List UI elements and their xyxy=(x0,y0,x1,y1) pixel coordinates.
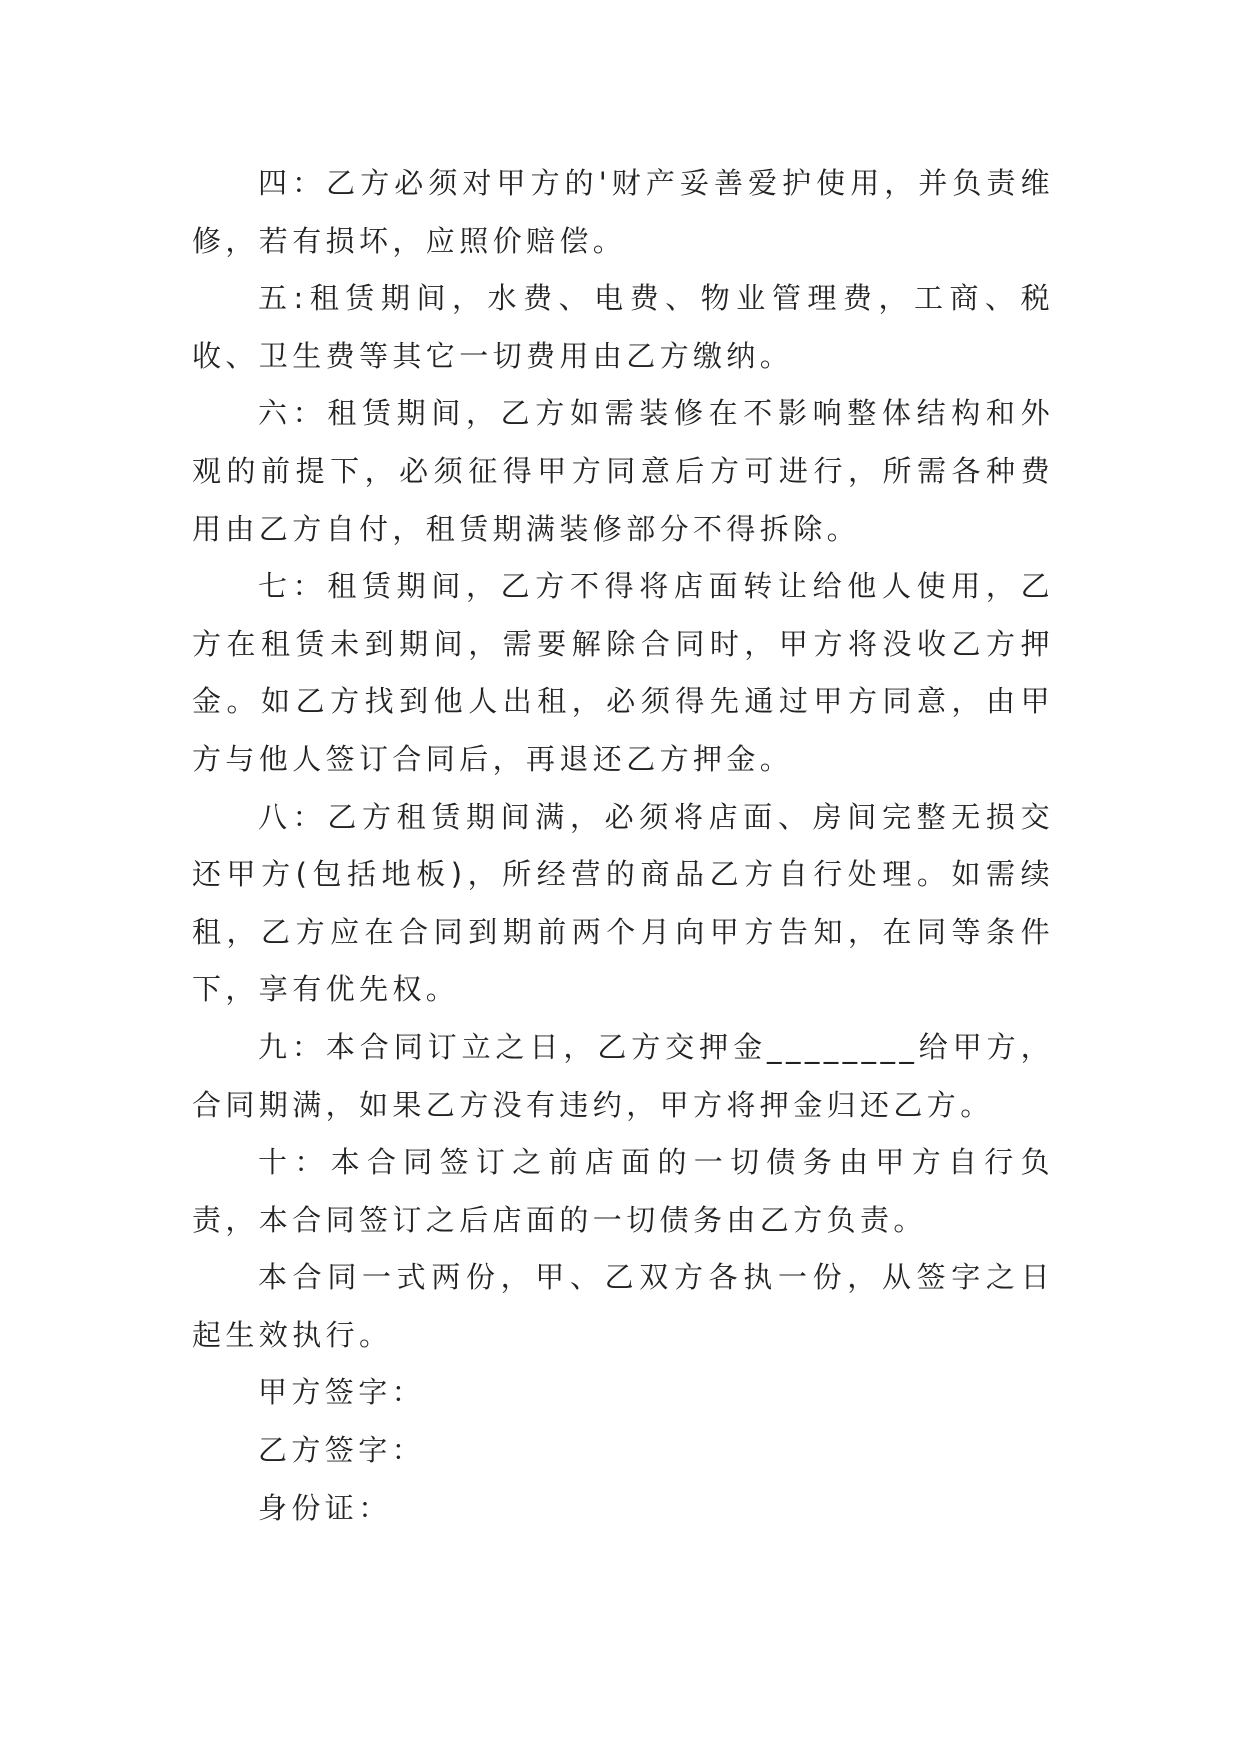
clause-8: 八：乙方租赁期间满，必须将店面、房间完整无损交还甲方(包括地板)，所经营的商品乙方自行处理。如需续租，乙方应在合同到期前两个月向甲方告知，在同等条件下，享有优先权。 xyxy=(192,799,1054,1007)
clause-10: 十：本合同签订之前店面的一切债务由甲方自行负责，本合同签订之后店面的一切债务由乙方负责。 xyxy=(192,1145,1054,1237)
clause-7: 七：租赁期间，乙方不得将店面转让给他人使用，乙方在租赁未到期间，需要解除合同时，甲方将没收乙方押金。如乙方找到他人出租，必须得先通过甲方同意，由甲方与他人签订合同后，再退还乙方押金。 xyxy=(192,569,1054,776)
party-b-signature-label: 乙方签字： xyxy=(258,1433,426,1468)
contract-body xyxy=(192,155,1054,1537)
clause-6: 六：租赁期间，乙方如需装修在不影响整体结构和外观的前提下，必须征得甲方同意后方可进行，所需各种费用由乙方自付，租赁期满装修部分不得拆除。 xyxy=(192,396,1054,546)
clause-5: 五:租赁期间，水费、电费、物业管理费，工商、税收、卫生费等其它一切费用由乙方缴纳。 xyxy=(192,281,1054,373)
closing-clause: 本合同一式两份，甲、乙双方各执一份，从签字之日起生效执行。 xyxy=(192,1260,1054,1352)
party-a-signature-label: 甲方签字： xyxy=(258,1375,426,1410)
id-card-label: 身份证： xyxy=(258,1490,392,1525)
clause-9: 九：本合同订立之日，乙方交押金________给甲方，合同期满，如果乙方没有违约，甲方将押金归还乙方。 xyxy=(192,1029,1054,1122)
clause-4: 四：乙方必须对甲方的'财产妥善爱护使用，并负责维修，若有损坏，应照价赔偿。 xyxy=(192,166,1054,258)
